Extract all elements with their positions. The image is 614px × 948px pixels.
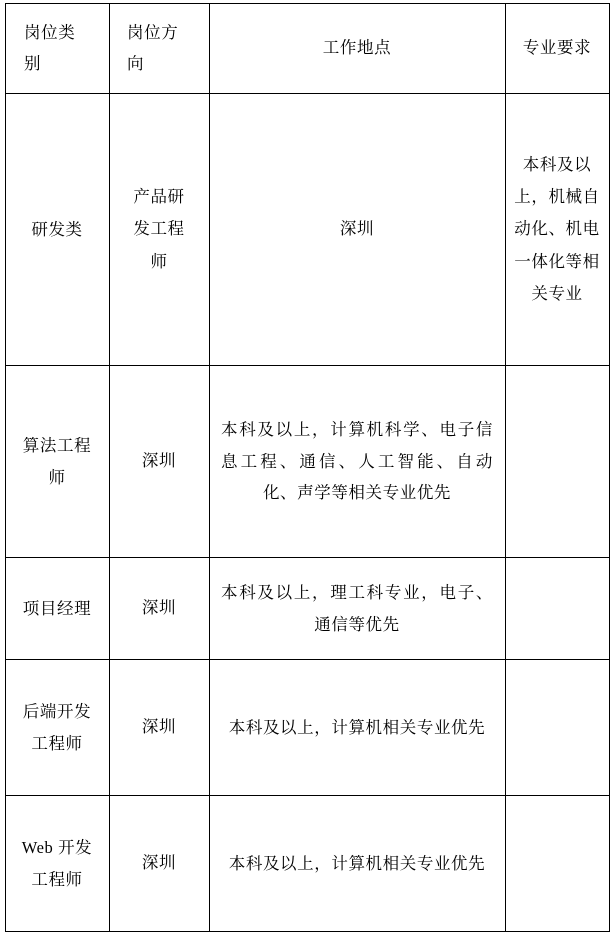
cell-text-location: 本科及以上，计算机相关专业优先 xyxy=(228,717,486,737)
job-positions-table xyxy=(5,3,610,932)
cell-text-location: 本科及以上，计算机科学、电子信息工程、通信、人工智能、自动化、声学等相关专业优先 xyxy=(221,420,493,503)
table-header-row xyxy=(5,4,609,94)
cell-text-category: 算法工程师 xyxy=(22,436,92,487)
table-row xyxy=(5,366,609,558)
cell-category xyxy=(5,660,109,796)
table-header-cell-location xyxy=(209,4,505,94)
cell-location xyxy=(209,366,505,558)
header-label-location: 工作地点 xyxy=(322,38,392,58)
cell-requirement xyxy=(505,796,609,932)
table-header-cell-category xyxy=(5,4,109,94)
cell-location xyxy=(209,558,505,660)
cell-direction xyxy=(109,366,209,558)
cell-text-location: 深圳 xyxy=(339,219,375,239)
cell-text-direction: 产品研发工程师 xyxy=(133,187,185,271)
cell-text-location: 本科及以上，计算机相关专业优先 xyxy=(228,853,486,873)
cell-direction xyxy=(109,660,209,796)
header-label-category: 岗位类别 xyxy=(24,23,76,73)
cell-category xyxy=(5,366,109,558)
cell-direction xyxy=(109,94,209,366)
cell-direction xyxy=(109,796,209,932)
cell-text-direction: 深圳 xyxy=(141,451,177,471)
table-header-cell-direction xyxy=(109,4,209,94)
header-label-requirement: 专业要求 xyxy=(522,38,592,58)
cell-requirement xyxy=(505,558,609,660)
header-label-direction: 岗位方向 xyxy=(127,23,179,73)
cell-text-location: 本科及以上，理工科专业，电子、通信等优先 xyxy=(221,583,493,634)
cell-text-category: Web 开发工程师 xyxy=(21,838,93,889)
table-row xyxy=(5,796,609,932)
cell-category xyxy=(5,796,109,932)
cell-text-direction: 深圳 xyxy=(141,598,177,618)
cell-text-direction: 深圳 xyxy=(141,717,177,737)
table-header-cell-requirement xyxy=(505,4,609,94)
cell-location xyxy=(209,94,505,366)
cell-location xyxy=(209,796,505,932)
table-row xyxy=(5,94,609,366)
cell-text-category: 后端开发工程师 xyxy=(22,702,92,753)
cell-requirement xyxy=(505,366,609,558)
cell-direction xyxy=(109,558,209,660)
cell-text-category: 研发类 xyxy=(31,219,83,239)
cell-category xyxy=(5,94,109,366)
cell-category xyxy=(5,558,109,660)
cell-text-requirement: 本科及以上，机械自动化、机电一体化等相关专业 xyxy=(514,155,600,303)
cell-text-direction: 深圳 xyxy=(141,853,177,873)
table-row xyxy=(5,660,609,796)
table-row xyxy=(5,558,609,660)
cell-requirement xyxy=(505,660,609,796)
cell-location xyxy=(209,660,505,796)
cell-requirement xyxy=(505,94,609,366)
cell-text-category: 项目经理 xyxy=(22,598,92,618)
